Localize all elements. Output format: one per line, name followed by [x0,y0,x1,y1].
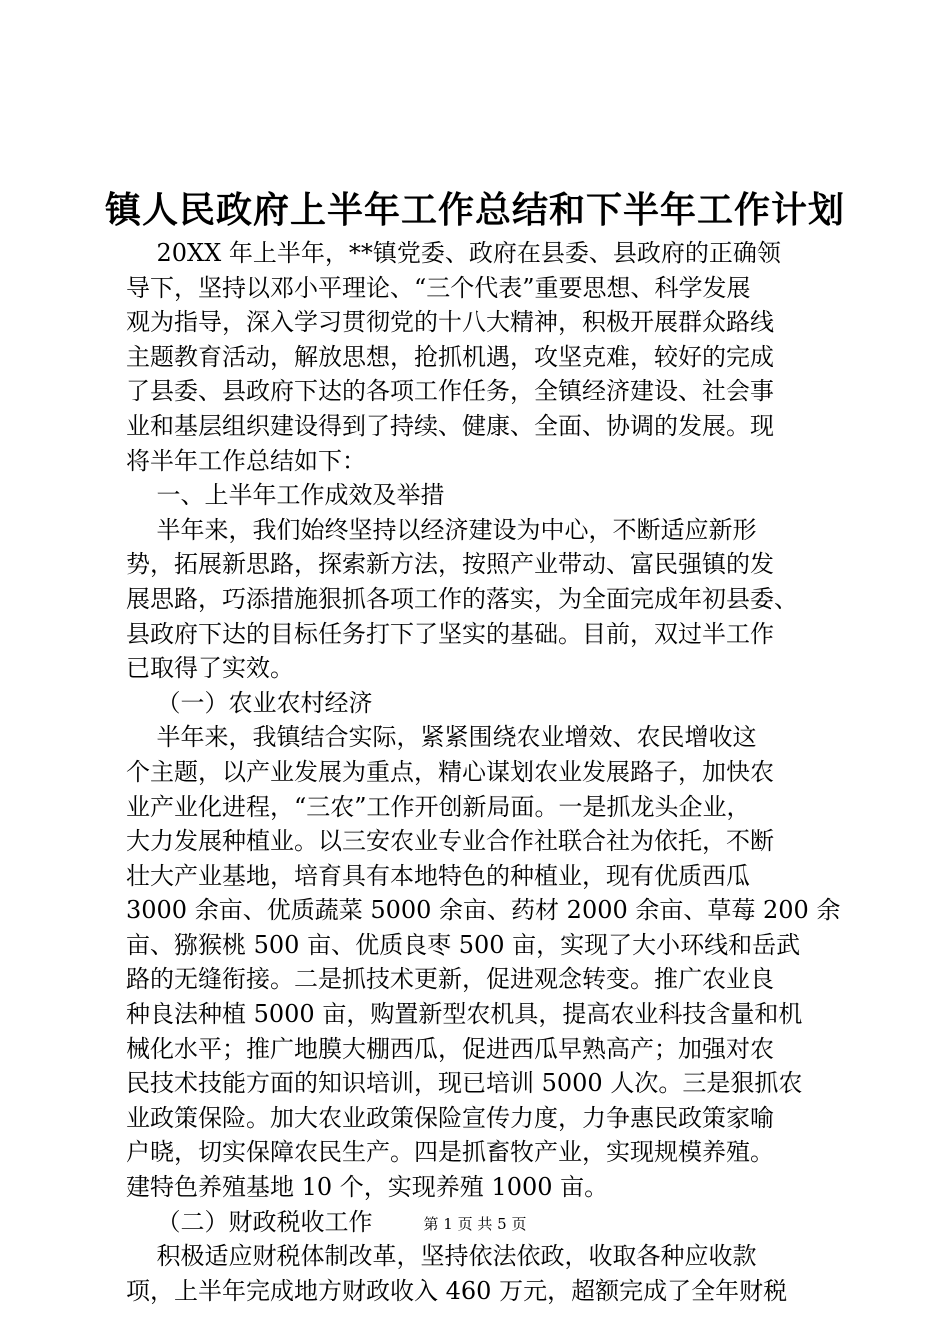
body-line: 将半年工作总结如下： [126,446,366,475]
body-line: 积极适应财税体制改革，坚持依法依政，收取各种应收款 [126,1242,757,1271]
body-line: 壮大产业基地，培育具有本地特色的种植业，现有优质西瓜 [126,861,750,890]
body-line: （一）农业农村经济 [126,688,373,717]
body-line: （二）财政税收工作 [126,1207,373,1236]
body-line: 半年来，我们始终坚持以经济建设为中心，不断适应新形 [126,515,757,544]
body-line: 20XX 年上半年，**镇党委、政府在县委、县政府的正确领 [126,239,781,267]
body-line: 县政府下达的目标任务打下了坚实的基础。目前，双过半工作 [126,619,774,648]
page-footer: 第 1 页 共 5 页 [423,1215,527,1233]
body-line: 户晓，切实保障农民生产。四是抓畜牧产业，实现规模养殖。 [126,1138,774,1167]
body-line: 了县委、县政府下达的各项工作任务，全镇经济建设、社会事 [126,377,774,406]
body-line: 业政策保险。加大农业政策保险宣传力度，力争惠民政策家喻 [126,1103,774,1132]
body-line: 导下，坚持以邓小平理论、“三个代表”重要思想、科学发展 [126,273,751,302]
body-line: 个主题，以产业发展为重点，精心谋划农业发展路子，加快农 [126,757,774,786]
body-line: 半年来，我镇结合实际，紧紧围绕农业增效、农民增收这 [126,723,757,752]
body-line: 势，拓展新思路，探索新方法，按照产业带动、富民强镇的发 [126,550,774,579]
body-line: 项，上半年完成地方财政收入 460 万元，超额完成了全年财税 [126,1276,788,1305]
body-line: 3000 余亩、优质蔬菜 5000 余亩、药材 2000 余亩、草莓 200 余 [126,896,841,925]
body-line: 业产业化进程，“三农”工作开创新局面。一是抓龙头企业， [126,792,751,821]
body-line: 展思路，巧添措施狠抓各项工作的落实，为全面完成年初县委、 [126,584,798,613]
body-line: 观为指导，深入学习贯彻党的十八大精神，积极开展群众路线 [126,308,774,337]
body-line: 建特色养殖基地 10 个，实现养殖 1000 亩。 [126,1173,609,1202]
body-line: 一、上半年工作成效及举措 [126,481,445,510]
body-line: 亩、猕猴桃 500 亩、优质良枣 500 亩，实现了大小环线和岳武 [126,930,801,959]
document-body [126,236,846,1308]
body-line: 业和基层组织建设得到了持续、健康、全面、协调的发展。现 [126,411,774,440]
body-line: 民技术技能方面的知识培训，现已培训 5000 人次。三是狠抓农 [126,1069,803,1098]
body-line: 械化水平；推广地膜大棚西瓜，促进西瓜早熟高产；加强对农 [126,1034,774,1063]
document-title: 镇人民政府上半年工作总结和下半年工作计划 [104,189,845,231]
body-line: 已取得了实效。 [126,654,294,683]
body-line: 种良法种植 5000 亩，购置新型农机具，提高农业科技含量和机 [126,1000,803,1029]
body-line: 大力发展种植业。以三安农业专业合作社联合社为依托，不断 [126,827,774,856]
body-line: 路的无缝衔接。二是抓技术更新，促进观念转变。推广农业良 [126,965,774,994]
body-line: 主题教育活动，解放思想，抢抓机遇，攻坚克难，较好的完成 [126,342,774,371]
